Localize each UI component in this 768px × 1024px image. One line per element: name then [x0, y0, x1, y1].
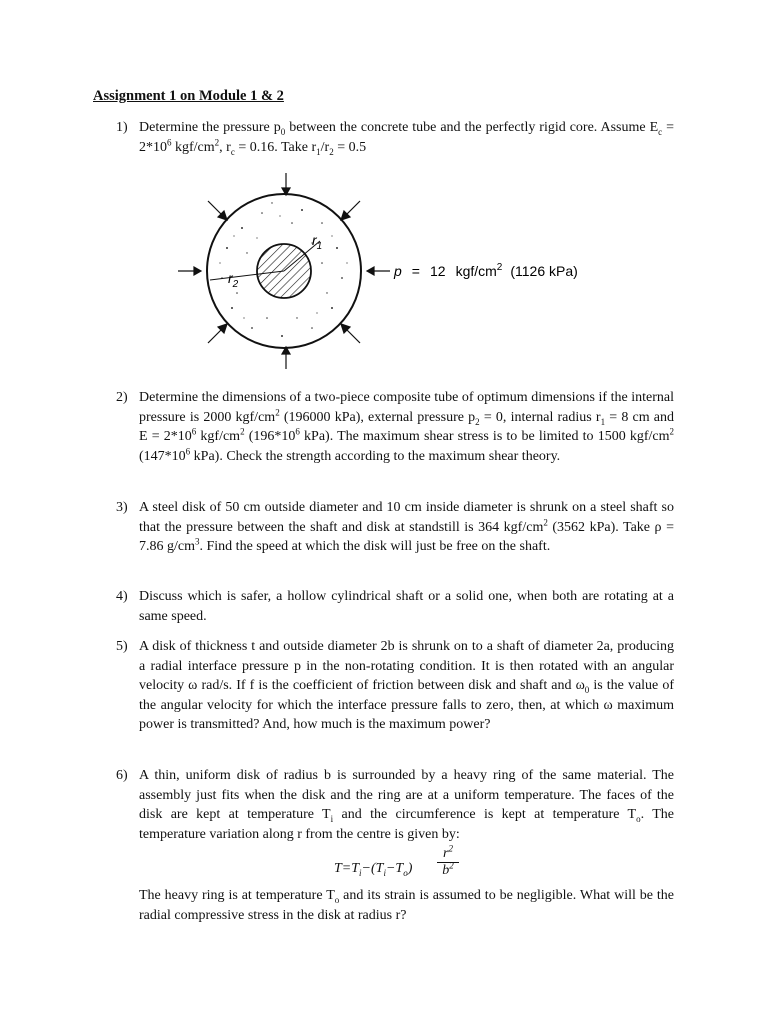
question-number: 5) [116, 639, 128, 654]
question-6 [116, 766, 674, 925]
question-4 [116, 587, 674, 626]
temperature-formula: $T=T_i-(T_i-T_o)$ $\frac{r^2}{b^2}$ [139, 848, 674, 884]
question-number: 2) [116, 390, 128, 405]
question-2 [116, 388, 674, 466]
pressure-diagram [172, 168, 612, 388]
question-text: Determine the dimensions of a two-piece composite tube of optimum dimensions if the internal pressure is 2000 kgf/$cm^2$ (196000 kPa), external pressure $p_2 = 0$, internal radius $r_1 = 8$ cm and $E = 2*10^6$ kgf/$cm^2$ ($196*10^6$ kPa). The maximum shear stress is to be limited to 1500 kgf/$cm^2$ ($147*10^6$ kPa). Check the strength according to the maximum shear theory. [139, 390, 675, 464]
question-text: A steel disk of 50 cm outside diameter and 10 cm inside diameter is shrunk on a steel shaft so that the pressure between the shaft and disk at standstill is 364 kgf/$cm^2$ (3562 kPa). Take ρ = 7.86 $g/cm^3$. Find the speed at which the disk will just be free on the shaft. [139, 500, 674, 554]
question-text: Determine the pressure $p_0$ between the concrete tube and the perfectly rigid core. Assume $E_c = 2*10^6$ kgf/$cm^2$, $r_c = 0.16$. Take $r_1/r_2 = 0.5$ [139, 120, 674, 157]
question-number: 1) [116, 120, 128, 135]
question-text: Discuss which is safer, a hollow cylindrical shaft or a solid one, when both are rotating at a same speed. [139, 589, 674, 624]
assignment-title: Assignment 1 on Module 1 & 2 [93, 88, 284, 104]
question-5 [116, 637, 674, 735]
question-text: A disk of thickness t and outside diameter 2b is shrunk on to a shaft of diameter 2a, producing a radial interface pressure p in the non-rotating condition. It is then rotated with an angular velocity ω rad/s. If f is the coefficient of friction between disk and shaft and $\omega_0$ is the value of the angular velocity for which the interface pressure falls to zero, then, at which ω maximum power is transmitted? And, how much is the maximum power? [139, 639, 674, 732]
question-1 [116, 118, 674, 157]
question-number: 6) [116, 768, 128, 783]
question-number: 3) [116, 500, 128, 515]
question-3 [116, 498, 674, 557]
question-text: A thin, uniform disk of radius b is surrounded by a heavy ring of the same material. The assembly just fits when the disk and the ring are at a uniform temperature. The faces of the disk are kept at temperature $T_i$ and the circumference is kept at temperature $T_o$. The temperature variation along r from the centre is given by: $T=T_i-(T_i-T_o)$ $\frac{r^2}{b^2}$ The heavy ring is at temperature $T_o$ and its strain is assumed to be negligible. What will be the radial compressive stress in the disk at radius r? [139, 768, 674, 923]
pressure-label: p = 12 kgf/$cm^2$ (1126 kPa) [394, 262, 578, 279]
question-number: 4) [116, 589, 128, 604]
r1-label: $r_1$ [312, 232, 323, 252]
r2-label: $r_2$ [228, 270, 239, 290]
